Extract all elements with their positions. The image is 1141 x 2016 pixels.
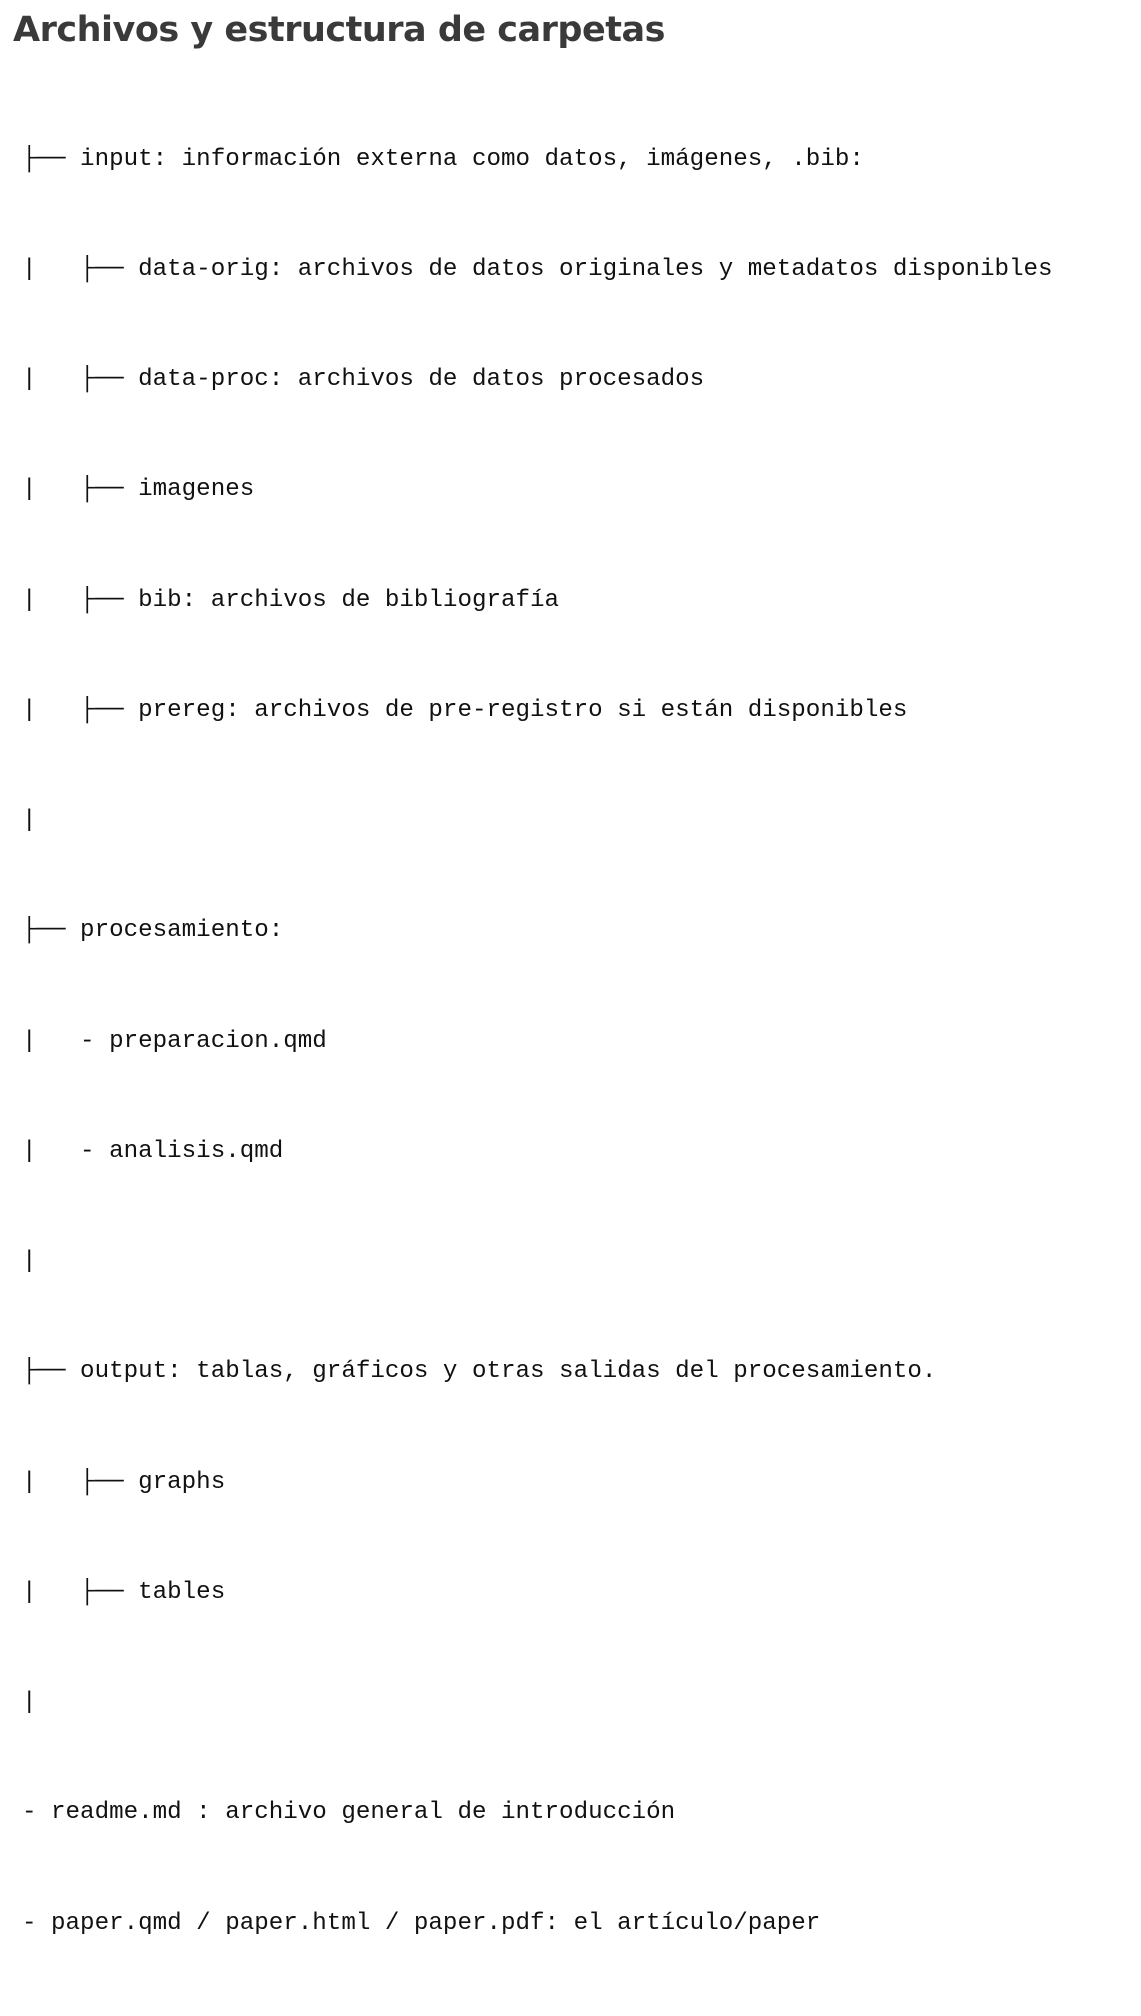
tree-line-spacer: | bbox=[22, 1689, 37, 1716]
folder-tree-code-block bbox=[22, 68, 1053, 2016]
tree-line-paper: - paper.qmd / paper.html / paper.pdf: el artículo/paper bbox=[22, 1909, 821, 1937]
tree-line-imagenes: | ├── imagenes bbox=[22, 476, 255, 504]
page-title: Archivos y estructura de carpetas bbox=[13, 10, 665, 50]
tree-line-spacer: | bbox=[22, 1248, 37, 1275]
tree-line-bib: | ├── bib: archivos de bibliografía bbox=[22, 586, 560, 614]
tree-line-procesamiento: ├── procesamiento: bbox=[22, 917, 284, 945]
tree-line-preparacion: | - preparacion.qmd bbox=[22, 1027, 327, 1055]
tree-line-input: ├── input: información externa como datos, imágenes, .bib: bbox=[22, 145, 864, 173]
tree-line-data-orig: | ├── data-orig: archivos de datos originales y metadatos disponibles bbox=[22, 255, 1053, 283]
tree-line-tables: | ├── tables bbox=[22, 1578, 226, 1606]
tree-line-data-proc: | ├── data-proc: archivos de datos procesados bbox=[22, 366, 705, 393]
tree-line-readme: - readme.md : archivo general de introducción bbox=[22, 1799, 676, 1827]
tree-line-spacer: | bbox=[22, 807, 37, 834]
tree-line-prereg: | ├── prereg: archivos de pre-registro si están disponibles bbox=[22, 696, 908, 724]
tree-line-analisis: | - analisis.qmd bbox=[22, 1137, 284, 1165]
tree-line-graphs: | ├── graphs bbox=[22, 1468, 226, 1496]
tree-line-output: ├── output: tablas, gráficos y otras salidas del procesamiento. bbox=[22, 1358, 937, 1386]
